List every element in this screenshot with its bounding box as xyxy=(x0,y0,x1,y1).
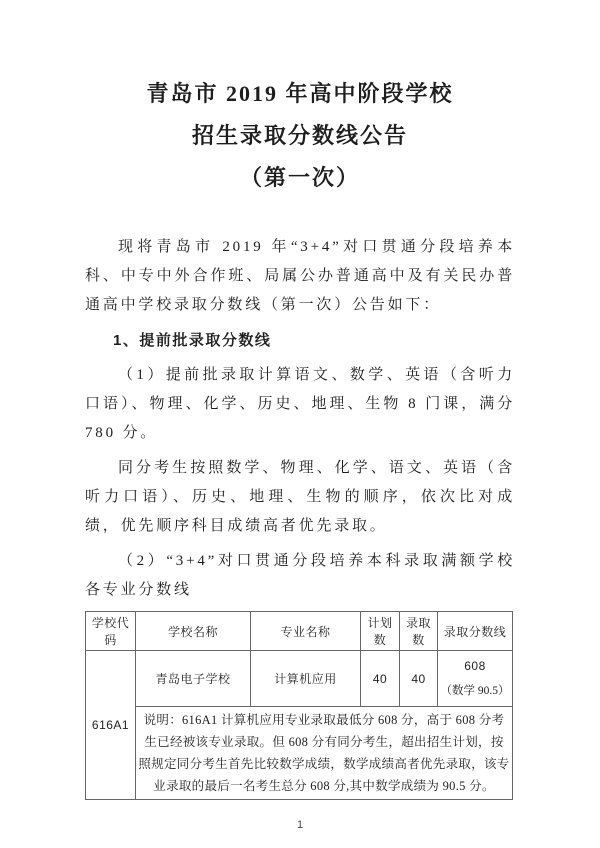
col-header-major-name: 专业名称 xyxy=(251,612,361,651)
score-detail: （数学 90.5） xyxy=(440,685,510,697)
score-value: 608 xyxy=(464,659,486,673)
score-table xyxy=(85,611,513,800)
section-1-heading: 1、提前批录取分数线 xyxy=(113,332,272,349)
school-name-cell: 青岛电子学校 xyxy=(136,651,251,707)
document-title xyxy=(85,73,515,199)
school-code-cell: 616A1 xyxy=(86,651,136,800)
table-row xyxy=(86,651,513,707)
col-header-school-name: 学校名称 xyxy=(136,612,251,651)
intro-paragraph: 现将青岛市 2019 年“3+4”对口贯通分段培养本科、中专中外合作班、局属公办普通高中及有关民办普通高中学校录取分数线（第一次）公告如下： xyxy=(85,239,515,313)
major-name-cell: 计算机应用 xyxy=(251,651,361,707)
col-header-plan-count: 计划数 xyxy=(361,612,400,651)
col-header-score-line: 录取分数线 xyxy=(438,612,513,651)
paragraph-3: （2）“3+4”对口贯通分段培养本科录取满额学校各专业分数线 xyxy=(85,553,515,598)
col-header-school-code: 学校代码 xyxy=(86,612,136,651)
title-line-1: 青岛市 2019 年高中阶段学校 xyxy=(146,81,454,106)
paragraph-1: （1）提前批录取计算语文、数学、英语（含听力口语）、物理、化学、历史、地理、生物 8 门课，满分 780 分。 xyxy=(85,367,515,441)
note-cell: 说明：616A1 计算机应用专业录取最低分 608 分，高于 608 分考生已经被该专业录取。但 608 分有同分考生，超出招生计划，按照规定同分考生首先比较数学成绩，数学成绩高者优先录取，该专业录取的最后一名考生总分 608 分,其中数学成绩为 90.5 分。 xyxy=(136,707,513,800)
score-line-cell xyxy=(438,651,513,707)
plan-count-cell: 40 xyxy=(361,651,400,707)
admitted-count-cell: 40 xyxy=(400,651,438,707)
title-line-2: 招生录取分数线公告 xyxy=(191,123,408,148)
title-line-3: （第一次） xyxy=(239,165,360,190)
col-header-admitted-count: 录取数 xyxy=(400,612,438,651)
paragraph-2: 同分考生按照数学、物理、化学、语文、英语（含听力口语）、历史、地理、生物的顺序，依次比对成绩，优先顺序科目成绩高者优先录取。 xyxy=(85,460,515,534)
table-header-row xyxy=(86,612,513,651)
page-number: 1 xyxy=(296,819,304,831)
table-note-row xyxy=(86,707,513,800)
